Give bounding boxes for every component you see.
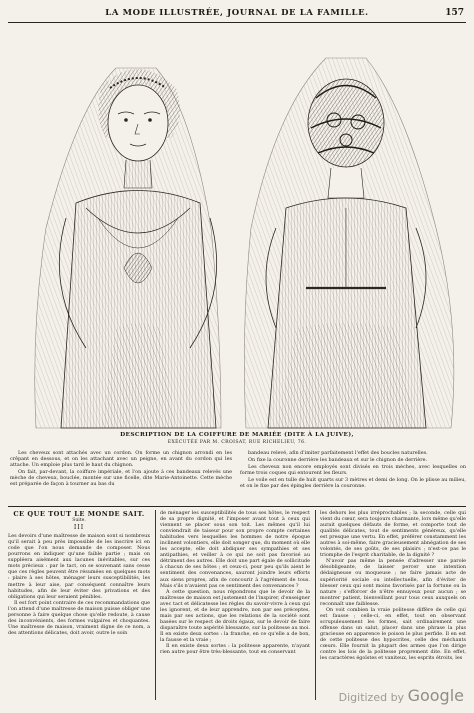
article-title: CE QUE TOUT LE MONDE SAIT. <box>13 510 145 518</box>
article-column-3 <box>320 510 466 661</box>
article-column-2 <box>160 510 310 655</box>
article-paragraph: Il en existe deux sortes : la politesse apparente, n'ayant rien autre pour être très-blessante, tout en conservant <box>160 643 310 656</box>
digitized-watermark <box>339 686 464 705</box>
bridal-coiffure-engraving <box>6 28 466 430</box>
caption-subtitle: EXÉCUTÉE PAR M. CROISAT, RUE RICHELIEU, 76. <box>167 440 307 445</box>
page-number: 157 <box>445 8 464 18</box>
article-paragraph: de ménager les susceptibilités de tous ses hôtes, le respect de sa propre dignité, et l'imposer avant tout à ceux qui viennent se placer sous son toit. Les mêmes qu'il lui conviendrait de taiseur pour son propre compte certaines habitudes vers lesquelles les hommes de notre époque inclinent volontiers, elle doit songer que, du moment où elle les accepte, elle doit abdiquer ses sympathies et ses antipathies, et veiller à ce qui ne soit pas favorisé au détriment des autres. Elle doit une part égale de sollicitude à chacun de ses hôtes ; et ceux-ci, pour peu qu'ils aient le sentiment des convenances, sauront joindre leurs efforts aux siens propres, afin de concourir à l'agrément de tous. Mais s'ils n'avaient pas ce sentiment des convenances ? <box>160 510 310 589</box>
watermark-prefix: Digitized by <box>338 691 405 704</box>
engraving-illustration <box>6 28 466 430</box>
google-logo: Google <box>407 686 464 705</box>
article-paragraph: À cette question, nous répondrons que le devoir de la maîtresse de maison est justement de l'inspirer, d'enseigner avec tact et délicatesse les règles du savoir-vivre à ceux qui les ignorent, et de leur apprendre, non par ses préceptes, mais par ses actions, que les relations de la société sont basées sur le respect de droits égaux, sur le devoir de faire disparaître toute aspérité blessante, sur la politesse au moi. Il en existe deux sortes : la franche, en ce qu'elle a de bon, la fausse et la vraie ; <box>160 588 310 643</box>
header-rule <box>8 22 466 23</box>
description-left <box>10 450 232 489</box>
article-section-number: III <box>73 524 85 532</box>
caption-title: DESCRIPTION DE LA COIFFURE DE MARIÉE (DITE À LA JUIVE), <box>120 432 354 438</box>
description-right <box>240 450 466 491</box>
article-paragraph: On voit combien la vraie politesse diffère de celle qui est fausse ; celle-ci, en effet, tout en observant scrupuleusement les formes, sait ordinairement une offense dans un salut, placer dans une phrase la plus gracieuse en apparence le poison le plus perfide. Il en est de cette politesse des hypocrites, celle des méchants cœurs. Elle fournit la plupart des armes que l'on dirige contre les lois de la politesse proprement dite. En effet, les caractères égoïstes et vaniteux, les esprits étroits, les <box>320 606 466 662</box>
description-paragraph: bandeau relevé, afin d'imiter parfaitement l'effet des boucles naturelles. <box>248 450 428 456</box>
description-paragraph: On fixe la couronne derrière les bandeaux et sur le chignon de derrière. <box>248 457 428 464</box>
article-paragraph: N'avoir pas même la pensée d'adresser une parole désobligeante, de laisser percer une intention dédaigneuse ou moqueuse ; ne faire jamais acte de supériorité sociale ou intellectuelle, afin d'éviter de blesser ceux qui sont moins favorisés par la fortune ou la nature ; s'efforcer de n'être ennuyeux pour aucun ; se montrer patient, bienveillant pour tous ceux auxquels on reconnaît une faiblesse. <box>320 558 466 607</box>
article-paragraph: Il est fort point contraire de ces recommandations que l'on attend d'une maîtresse de maison puisse obliger une personne à faire quelque chose qu'elle redoute, à cause des inconvénients, des formes vulgaires et choquantes. Une maîtresse de maison, vraiment digne de ce nom, a des attentions délicates, doit avoir, outre le soin <box>8 599 150 636</box>
column-separator <box>315 510 316 700</box>
section-rule <box>8 506 466 507</box>
bride-back-figure <box>244 58 454 428</box>
article-subtitle: Suite. <box>72 518 86 524</box>
page-header <box>8 6 466 26</box>
article-paragraph: les dehors les plus irréprochables ; la seconde, celle qui vient du cœur, sera toujours charmante, lors même qu'elle aurait quelques défauts de forme, et comporte tout de qualités délicates, tout de sentiments généreux, qu'elle est presque une vertu. En effet, préférer constamment les autres à soi-même, faire gracieusement abnégation de ses volontés, de ses goûts, de ses plaisirs ; n'est-ce pas le triomphe de l'esprit charitable, de la dignité ? <box>320 510 466 559</box>
description-paragraph: Les cheveux sont attachés avec un cordon. On forme un chignon arrondi en les crêpant en dessous, et on les attachant avec un peigne, en avant du cordon qui les attache. Un emploie plus tard le haut du chignon. <box>10 450 232 469</box>
description-paragraph: Les cheveux non encore employés sont divisés en trois mèches, avec lesquelles on forme trois coques qui entourent les fleurs. <box>240 464 466 477</box>
article-column-1 <box>8 510 150 636</box>
column-separator <box>155 510 156 700</box>
journal-title: LA MODE ILLUSTRÉE, JOURNAL DE LA FAMILLE. <box>105 8 369 18</box>
description-paragraph: Le voile est en tulle de huit quarts sur 3 mètres et demi de long. On le plisse au milieu, et on le fixe par des épingles derrière la couronne. <box>240 477 466 490</box>
description-paragraph: On fait, par-devant, la coiffure impériale, et l'on ajoute à ces bandeaux relevés une mèche de cheveux, bouclée, montée sur une ficelle, dite Marie-Antoinette. Cette mèche est préparée de façon à tourner au bas du <box>10 469 232 488</box>
article-paragraph: Les devoirs d'une maîtresse de maison sont si nombreux qu'il serait à peu près impossible de les inscrire ici en code que l'on nous demande de composer. Nous pourrons en indiquer qu'une faible partie ; mais on suppléera aisément aux lacunes inévitables, sur ces mots précieux : par le tact, on se souvenant sans cesse que ces règles peuvent être résumées en quelques mots : plaire à ses hôtes, ménager leurs susceptibilités, les mettre à leur aise, par conséquent connaître leurs habitudes, afin de leur éviter des privations et des obligations qui leur seraient pénibles. <box>8 533 150 600</box>
bride-front-figure <box>35 68 221 428</box>
